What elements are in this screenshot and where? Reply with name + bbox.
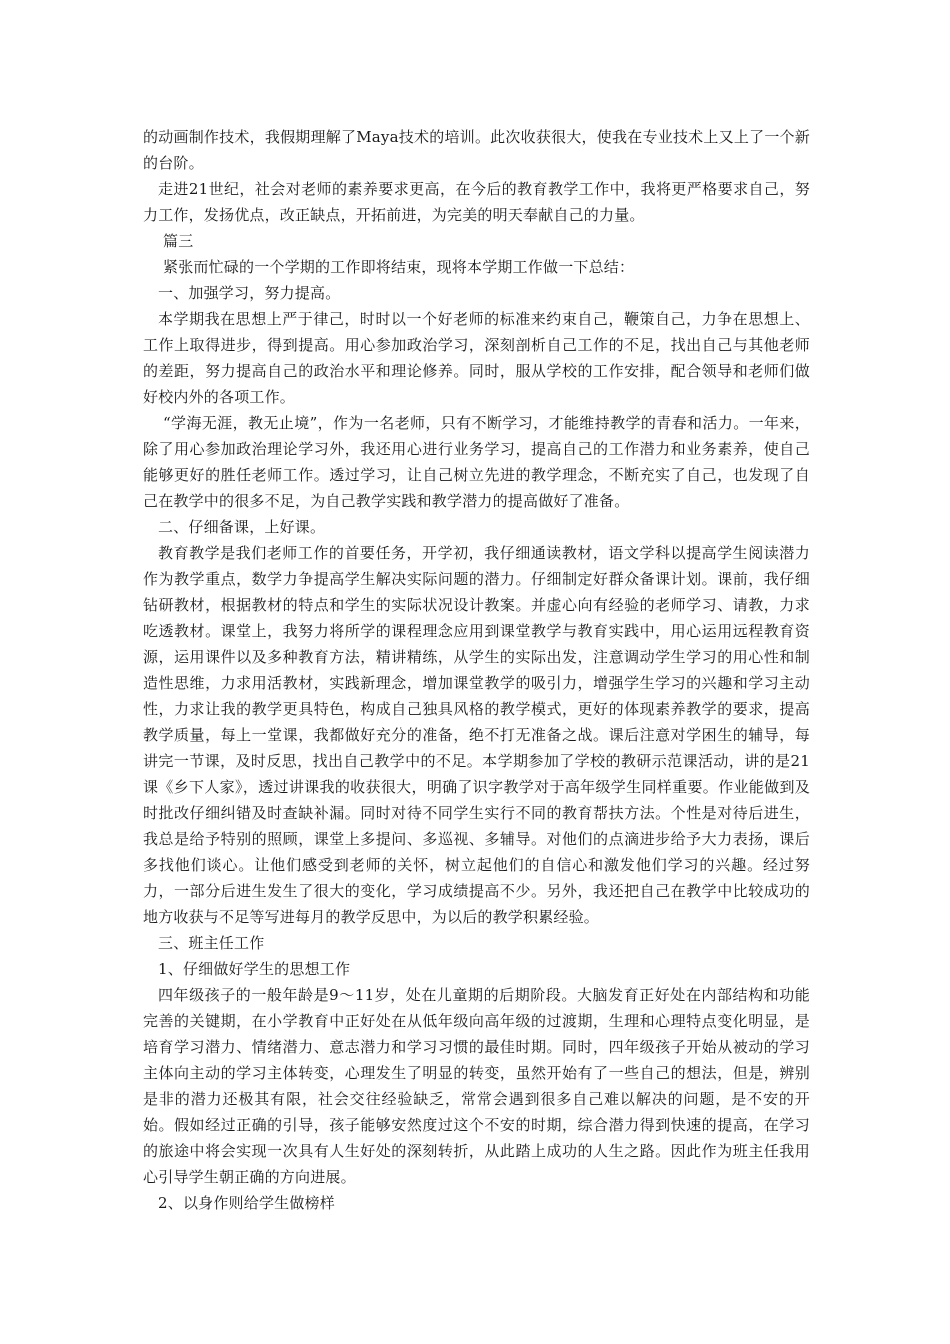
subsection-heading: 1、仔细做好学生的思想工作 xyxy=(158,960,351,978)
paragraph: 四年级孩子的一般年龄是9～11岁，处在儿童期的后期阶段。大脑发育正好处在内部结构和功能完善的关键期，在小学教育中正好处在从低年级向高年级的过渡期，生理和心理特点变化明显，是培育学习潜力、情绪潜力、意志潜力和学习习惯的最佳时期。同时，四年级孩子开始从被动的学习主体向主动的学习主体转变，心理发生了明显的转变，虽然开始有了一些自己的想法，但是，辨别是非的潜力还极其有限，社会交往经验缺乏，常常会遇到很多自己难以解决的问题，是不安的开始。假如经过正确的引导，孩子能够安然度过这个不安的时期，综合潜力得到快速的提高，在学习的旅途中将会实现一次具有人生好处的深刻转折，从此踏上成功的人生之路。因此作为班主任我用心引导学生朝正确的方向进展。 xyxy=(143,986,810,1186)
section-heading: 一、加强学习，努力提高。 xyxy=(158,284,341,302)
document-body xyxy=(143,124,810,1216)
paragraph: 教育教学是我们老师工作的首要任务，开学初，我仔细通读教材，语文学科以提高学生阅读潜力作为教学重点，数学力争提高学生解决实际问题的潜力。仔细制定好群众备课计划。课前，我仔细钻研教材，根据教材的特点和学生的实际状况设计教案。并虚心向有经验的老师学习、请教，力求吃透教材。课堂上，我努力将所学的课程理念应用到课堂教学与教育实践中，用心运用远程教育资源，运用课件以及多种教育方法，精讲精练，从学生的实际出发，注意调动学生学习的用心性和制造性思维，力求用活教材，实践新理念，增加课堂教学的吸引力，增强学生学习的兴趣和学习主动性，力求让我的教学更具特色，构成自己独具风格的教学模式，更好的体现素养教学的要求，提高教学质量，每上一堂课，我都做好充分的准备，绝不打无准备之战。课后注意对学困生的辅导，每讲完一节课，及时反思，找出自己教学中的不足。本学期参加了学校的教研示范课活动，讲的是21课《乡下人家》，透过讲课我的收获很大，明确了识字教学对于高年级学生同样重要。作业能做到及时批改仔细纠错及时查缺补漏。同时对待不同学生实行不同的教育帮扶方法。个性是对待后进生，我总是给予特别的照顾，课堂上多提问、多巡视、多辅导。对他们的点滴进步给予大力表扬，课后多找他们谈心。让他们感受到老师的关怀，树立起他们的自信心和激发他们学习的兴趣。经过努力，一部分后进生发生了很大的变化，学习成绩提高不少。另外，我还把自己在教学中比较成功的地方收获与不足等写进每月的教学反思中，为以后的教学积累经验。 xyxy=(143,544,810,926)
paragraph: 走进21世纪，社会对老师的素养要求更高，在今后的教育教学工作中，我将更严格要求自己，努力工作，发扬优点，改正缺点，开拓前进，为完美的明天奉献自己的力量。 xyxy=(143,180,810,224)
section-heading: 三、班主任工作 xyxy=(158,934,265,952)
paragraph: 的动画制作技术，我假期理解了Maya技术的培训。此次收获很大，使我在专业技术上又上了一个新的台阶。 xyxy=(143,128,810,172)
paragraph: 本学期我在思想上严于律己，时时以一个好老师的标准来约束自己，鞭策自己，力争在思想上、工作上取得进步，得到提高。用心参加政治学习，深刻剖析自己工作的不足，找出自己与其他老师的差距，努力提高自己的政治水平和理论修养。同时，服从学校的工作安排，配合领导和老师们做好校内外的各项工作。 xyxy=(143,310,810,406)
subsection-heading: 2、以身作则给学生做榜样 xyxy=(158,1194,335,1212)
paragraph: 紧张而忙碌的一个学期的工作即将结束，现将本学期工作做一下总结： xyxy=(163,258,635,276)
section-heading: 二、仔细备课，上好课。 xyxy=(158,518,326,536)
section-heading: 篇三 xyxy=(163,232,194,250)
paragraph: “学海无涯，教无止境”，作为一名老师，只有不断学习，才能维持教学的青春和活力。一年来，除了用心参加政治理论学习外，我还用心进行业务学习，提高自己的工作潜力和业务素养，使自己能够更好的胜任老师工作。透过学习，让自己树立先进的教学理念，不断充实了自己，也发现了自己在教学中的很多不足，为自己教学实践和教学潜力的提高做好了准备。 xyxy=(143,414,810,510)
